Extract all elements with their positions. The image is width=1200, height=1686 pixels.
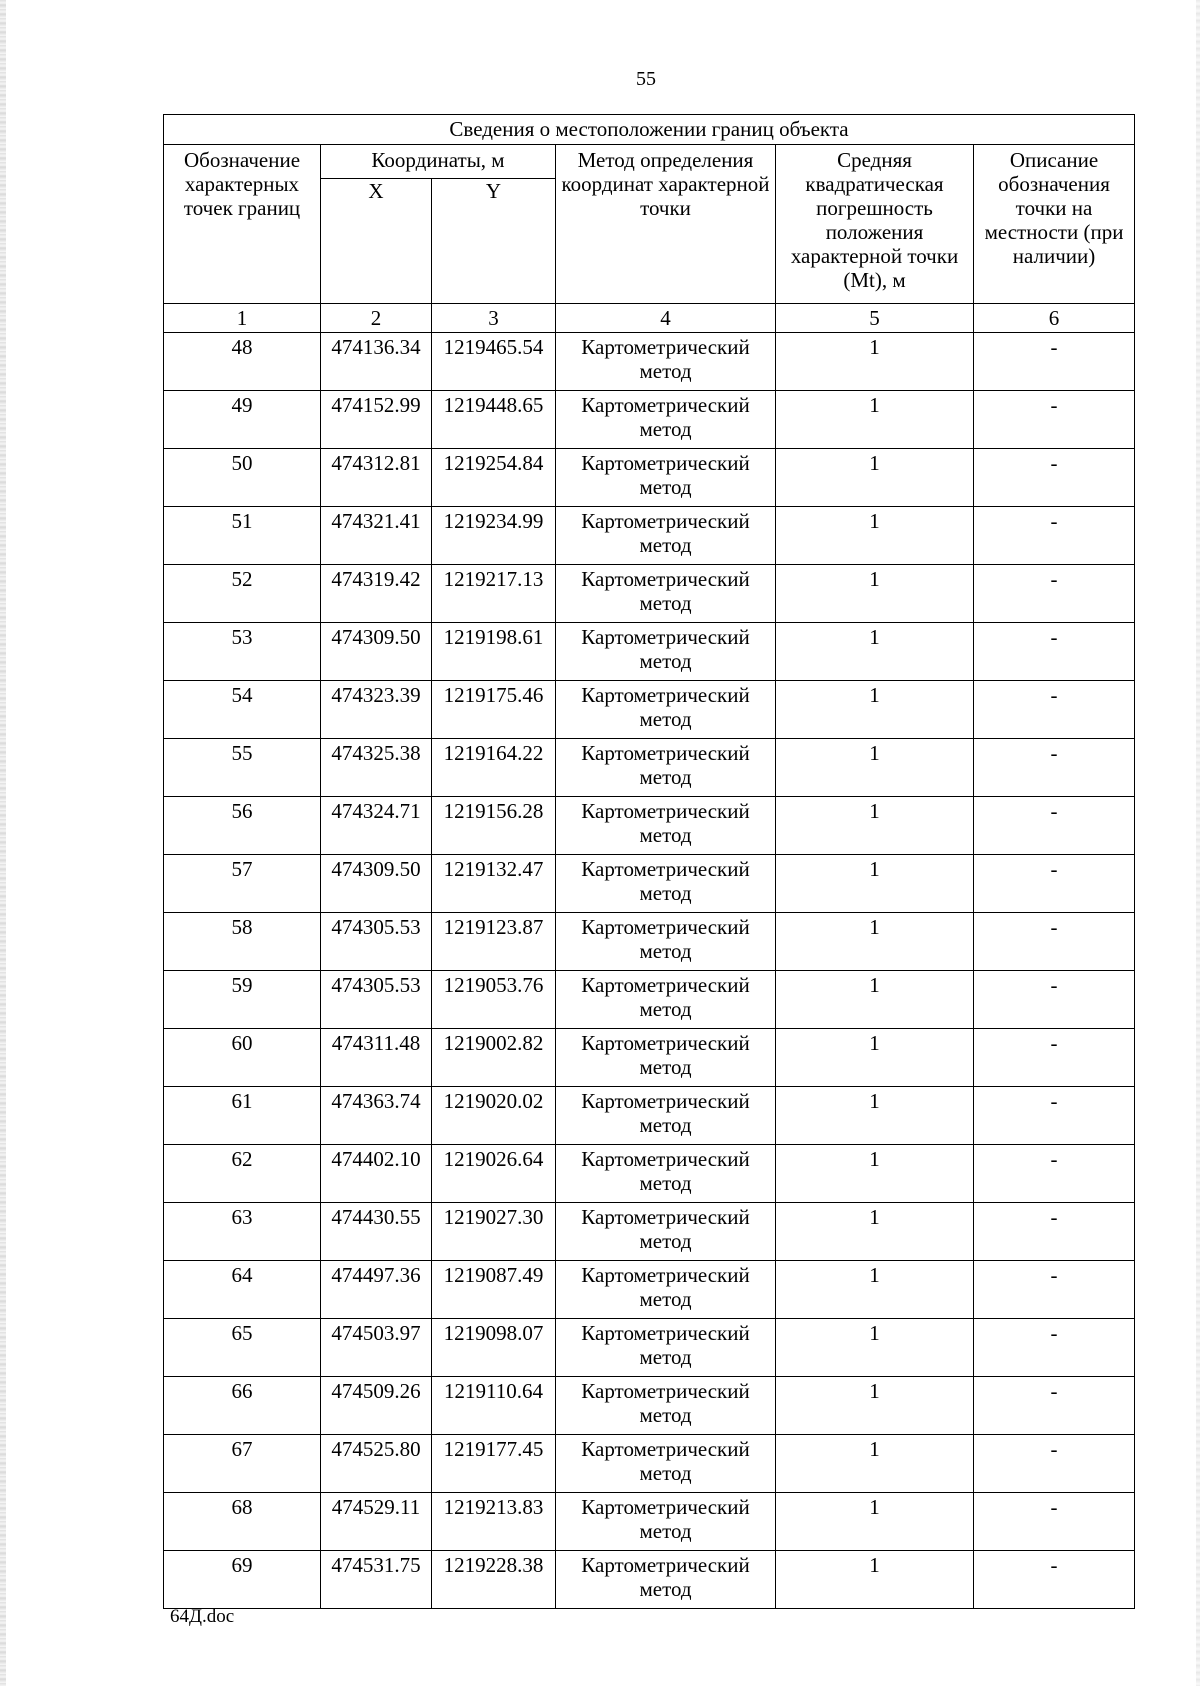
cell-mean-error: 1: [776, 333, 974, 391]
cell-coordinate-x: 474136.34: [321, 333, 432, 391]
cell-description: -: [974, 971, 1135, 1029]
cell-point-number: 69: [164, 1551, 321, 1609]
cell-coordinate-y: 1219217.13: [432, 565, 556, 623]
cell-mean-error: 1: [776, 1087, 974, 1145]
cell-mean-error: 1: [776, 1261, 974, 1319]
cell-coordinate-y: 1219020.02: [432, 1087, 556, 1145]
cell-method: Картометрический метод: [556, 971, 776, 1029]
cell-coordinate-y: 1219234.99: [432, 507, 556, 565]
table-row: [164, 449, 1135, 507]
cell-description: -: [974, 333, 1135, 391]
cell-coordinate-x: 474311.48: [321, 1029, 432, 1087]
cell-coordinate-y: 1219132.47: [432, 855, 556, 913]
table-title: Сведения о местоположении границ объекта: [164, 115, 1135, 145]
table-row: [164, 855, 1135, 913]
cell-mean-error: 1: [776, 855, 974, 913]
cell-point-number: 57: [164, 855, 321, 913]
cell-point-number: 60: [164, 1029, 321, 1087]
cell-coordinate-y: 1219254.84: [432, 449, 556, 507]
cell-coordinate-y: 1219053.76: [432, 971, 556, 1029]
table-title-row: [164, 115, 1135, 145]
cell-coordinate-x: 474309.50: [321, 855, 432, 913]
cell-description: -: [974, 449, 1135, 507]
cell-mean-error: 1: [776, 1493, 974, 1551]
cell-coordinate-y: 1219087.49: [432, 1261, 556, 1319]
cell-description: -: [974, 913, 1135, 971]
cell-point-number: 52: [164, 565, 321, 623]
cell-point-number: 66: [164, 1377, 321, 1435]
cell-description: -: [974, 1145, 1135, 1203]
column-number: 3: [432, 304, 556, 333]
cell-point-number: 58: [164, 913, 321, 971]
cell-coordinate-y: 1219027.30: [432, 1203, 556, 1261]
cell-coordinate-x: 474152.99: [321, 391, 432, 449]
cell-mean-error: 1: [776, 391, 974, 449]
cell-description: -: [974, 1087, 1135, 1145]
cell-description: -: [974, 507, 1135, 565]
cell-method: Картометрический метод: [556, 1493, 776, 1551]
cell-method: Картометрический метод: [556, 507, 776, 565]
header-coordinates: Координаты, м: [321, 145, 556, 179]
table-row: [164, 739, 1135, 797]
footer-filename: 64Д.doc: [170, 1606, 235, 1627]
cell-coordinate-x: 474321.41: [321, 507, 432, 565]
cell-method: Картометрический метод: [556, 681, 776, 739]
cell-description: -: [974, 1551, 1135, 1609]
cell-method: Картометрический метод: [556, 1377, 776, 1435]
cell-point-number: 48: [164, 333, 321, 391]
header-y: Y: [432, 179, 556, 304]
table-row: [164, 391, 1135, 449]
cell-mean-error: 1: [776, 507, 974, 565]
cell-point-number: 59: [164, 971, 321, 1029]
boundary-coordinates-table: [163, 114, 1135, 1609]
cell-mean-error: 1: [776, 1319, 974, 1377]
cell-point-number: 63: [164, 1203, 321, 1261]
cell-coordinate-x: 474503.97: [321, 1319, 432, 1377]
cell-coordinate-y: 1219164.22: [432, 739, 556, 797]
column-number-row: [164, 304, 1135, 333]
header-point-designation: Обозначение характерных точек границ: [164, 145, 321, 304]
cell-method: Картометрический метод: [556, 623, 776, 681]
cell-description: -: [974, 1435, 1135, 1493]
header-error: Средняя квадратическая погрешность положения характерной точки (Mt), м: [776, 145, 974, 304]
cell-point-number: 54: [164, 681, 321, 739]
cell-coordinate-x: 474324.71: [321, 797, 432, 855]
cell-mean-error: 1: [776, 1435, 974, 1493]
cell-mean-error: 1: [776, 913, 974, 971]
header-description: Описание обозначения точки на местности (при наличии): [974, 145, 1135, 304]
cell-description: -: [974, 565, 1135, 623]
table-row: [164, 1261, 1135, 1319]
cell-description: -: [974, 623, 1135, 681]
cell-method: Картометрический метод: [556, 1029, 776, 1087]
page-number: 55: [636, 68, 656, 90]
table-row: [164, 913, 1135, 971]
header-x: X: [321, 179, 432, 304]
cell-method: Картометрический метод: [556, 1261, 776, 1319]
table-row: [164, 971, 1135, 1029]
cell-coordinate-y: 1219175.46: [432, 681, 556, 739]
cell-coordinate-y: 1219177.45: [432, 1435, 556, 1493]
cell-method: Картометрический метод: [556, 739, 776, 797]
cell-mean-error: 1: [776, 1377, 974, 1435]
cell-coordinate-x: 474531.75: [321, 1551, 432, 1609]
cell-method: Картометрический метод: [556, 391, 776, 449]
cell-coordinate-y: 1219228.38: [432, 1551, 556, 1609]
cell-coordinate-x: 474323.39: [321, 681, 432, 739]
cell-coordinate-x: 474312.81: [321, 449, 432, 507]
table-row: [164, 1319, 1135, 1377]
cell-description: -: [974, 1029, 1135, 1087]
cell-coordinate-y: 1219026.64: [432, 1145, 556, 1203]
cell-point-number: 62: [164, 1145, 321, 1203]
cell-description: -: [974, 1377, 1135, 1435]
cell-mean-error: 1: [776, 797, 974, 855]
cell-coordinate-y: 1219213.83: [432, 1493, 556, 1551]
cell-point-number: 51: [164, 507, 321, 565]
cell-description: -: [974, 681, 1135, 739]
cell-coordinate-x: 474497.36: [321, 1261, 432, 1319]
cell-method: Картометрический метод: [556, 565, 776, 623]
column-number: 2: [321, 304, 432, 333]
cell-coordinate-x: 474529.11: [321, 1493, 432, 1551]
cell-coordinate-x: 474430.55: [321, 1203, 432, 1261]
column-number: 5: [776, 304, 974, 333]
cell-mean-error: 1: [776, 971, 974, 1029]
cell-mean-error: 1: [776, 681, 974, 739]
cell-mean-error: 1: [776, 565, 974, 623]
table-row: [164, 1493, 1135, 1551]
table-body: [164, 333, 1135, 1609]
cell-point-number: 67: [164, 1435, 321, 1493]
cell-method: Картометрический метод: [556, 1435, 776, 1493]
cell-coordinate-x: 474525.80: [321, 1435, 432, 1493]
cell-point-number: 64: [164, 1261, 321, 1319]
column-number: 6: [974, 304, 1135, 333]
cell-description: -: [974, 739, 1135, 797]
table-row: [164, 1087, 1135, 1145]
cell-point-number: 61: [164, 1087, 321, 1145]
cell-coordinate-y: 1219002.82: [432, 1029, 556, 1087]
cell-mean-error: 1: [776, 1551, 974, 1609]
cell-mean-error: 1: [776, 1203, 974, 1261]
cell-method: Картометрический метод: [556, 1551, 776, 1609]
table-header-row: [164, 145, 1135, 179]
cell-mean-error: 1: [776, 449, 974, 507]
table-row: [164, 1145, 1135, 1203]
cell-method: Картометрический метод: [556, 1203, 776, 1261]
table-row: [164, 1377, 1135, 1435]
header-method: Метод определения координат характерной точки: [556, 145, 776, 304]
cell-description: -: [974, 1493, 1135, 1551]
cell-method: Картометрический метод: [556, 1087, 776, 1145]
cell-point-number: 56: [164, 797, 321, 855]
cell-point-number: 53: [164, 623, 321, 681]
cell-point-number: 55: [164, 739, 321, 797]
table-row: [164, 797, 1135, 855]
cell-coordinate-y: 1219465.54: [432, 333, 556, 391]
table-row: [164, 1435, 1135, 1493]
cell-mean-error: 1: [776, 739, 974, 797]
cell-mean-error: 1: [776, 1145, 974, 1203]
cell-coordinate-y: 1219448.65: [432, 391, 556, 449]
cell-description: -: [974, 855, 1135, 913]
cell-coordinate-x: 474309.50: [321, 623, 432, 681]
cell-description: -: [974, 391, 1135, 449]
cell-point-number: 49: [164, 391, 321, 449]
column-number: 4: [556, 304, 776, 333]
cell-method: Картометрический метод: [556, 333, 776, 391]
table-row: [164, 681, 1135, 739]
cell-coordinate-x: 474305.53: [321, 913, 432, 971]
cell-method: Картометрический метод: [556, 1145, 776, 1203]
table-row: [164, 1551, 1135, 1609]
cell-method: Картометрический метод: [556, 1319, 776, 1377]
table-row: [164, 623, 1135, 681]
cell-method: Картометрический метод: [556, 797, 776, 855]
table-row: [164, 507, 1135, 565]
table-row: [164, 565, 1135, 623]
cell-point-number: 68: [164, 1493, 321, 1551]
cell-point-number: 50: [164, 449, 321, 507]
cell-description: -: [974, 797, 1135, 855]
cell-coordinate-y: 1219198.61: [432, 623, 556, 681]
scan-edge-right: [1196, 0, 1200, 1686]
cell-coordinate-y: 1219156.28: [432, 797, 556, 855]
table-row: [164, 1203, 1135, 1261]
cell-description: -: [974, 1319, 1135, 1377]
table-row: [164, 333, 1135, 391]
cell-description: -: [974, 1203, 1135, 1261]
cell-method: Картометрический метод: [556, 855, 776, 913]
cell-mean-error: 1: [776, 1029, 974, 1087]
table-row: [164, 1029, 1135, 1087]
cell-description: -: [974, 1261, 1135, 1319]
cell-coordinate-y: 1219110.64: [432, 1377, 556, 1435]
cell-point-number: 65: [164, 1319, 321, 1377]
cell-coordinate-x: 474402.10: [321, 1145, 432, 1203]
column-number: 1: [164, 304, 321, 333]
cell-coordinate-x: 474305.53: [321, 971, 432, 1029]
cell-method: Картометрический метод: [556, 449, 776, 507]
scan-edge-left: [0, 0, 6, 1686]
cell-coordinate-y: 1219098.07: [432, 1319, 556, 1377]
cell-coordinate-y: 1219123.87: [432, 913, 556, 971]
cell-coordinate-x: 474325.38: [321, 739, 432, 797]
cell-coordinate-x: 474319.42: [321, 565, 432, 623]
cell-coordinate-x: 474363.74: [321, 1087, 432, 1145]
cell-coordinate-x: 474509.26: [321, 1377, 432, 1435]
cell-method: Картометрический метод: [556, 913, 776, 971]
cell-mean-error: 1: [776, 623, 974, 681]
